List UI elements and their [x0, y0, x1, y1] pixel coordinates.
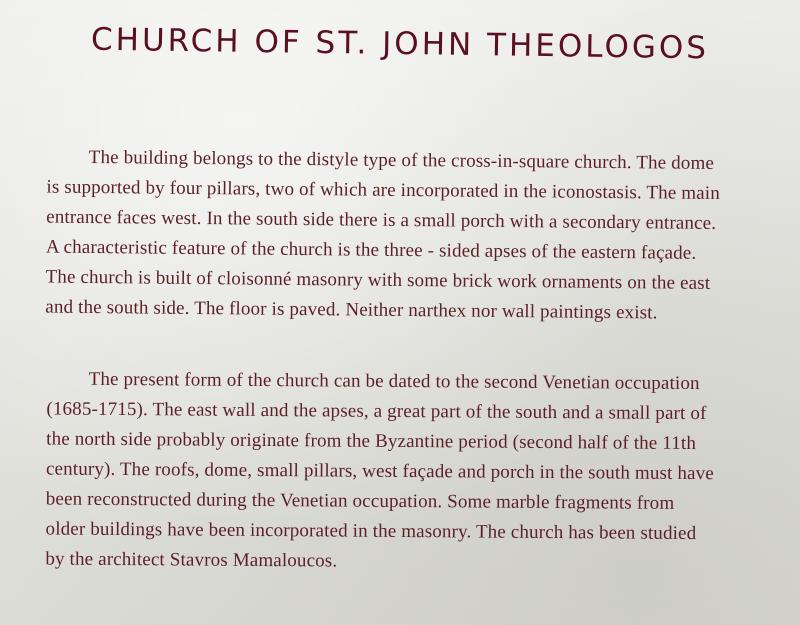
text-line: entrance faces west. In the south side there is a small porch with a secondary entrance.	[46, 206, 717, 234]
paragraph-history	[45, 364, 766, 579]
text-line: the north side probably originate from the Byzantine period (second half of the 11th	[46, 428, 697, 455]
text-line: The church is built of cloisonné masonry with some brick work ornaments on the east	[45, 266, 711, 294]
text-line: The building belongs to the distyle type of the cross-in-square church. The dome	[88, 146, 715, 174]
text-line: The present form of the church can be dated to the second Venetian occupation	[88, 368, 700, 395]
text-line: and the south side. The floor is paved. Neither narthex nor wall paintings exist.	[45, 296, 658, 324]
text-line: century). The roofs, dome, small pillars, west façade and porch in the south must have	[45, 458, 714, 485]
text-line: A characteristic feature of the church is the three - sided apses of the eastern façade.	[45, 236, 697, 264]
text-line: is supported by four pillars, two of which are incorporated in the iconostasis. The main	[46, 176, 721, 205]
plaque-title: CHURCH OF ST. JOHN THEOLOGOS	[90, 21, 710, 67]
text-line: by the architect Stavros Mamaloucos.	[45, 548, 338, 572]
paragraph-architecture	[45, 143, 767, 330]
text-line: (1685-1715). The east wall and the apses, a great part of the south and a small part of	[46, 398, 707, 425]
text-line: older buildings have been incorporated in the masonry. The church has been studied	[45, 518, 697, 545]
text-line: been reconstructed during the Venetian occupation. Some marble fragments from	[45, 488, 675, 514]
